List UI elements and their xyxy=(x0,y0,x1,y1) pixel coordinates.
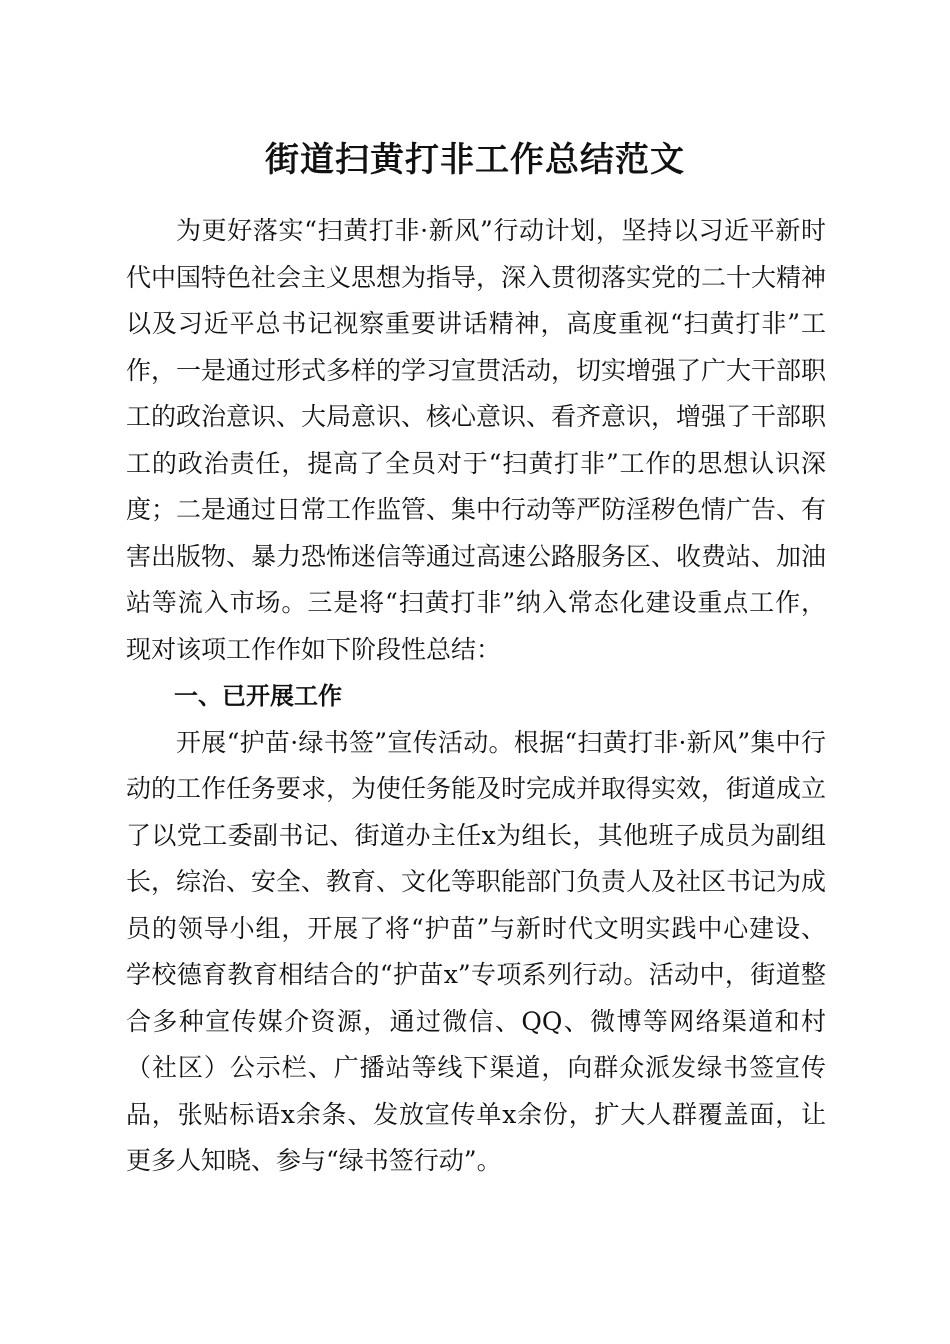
section-heading: 一、已开展工作 xyxy=(174,682,342,710)
document-body xyxy=(126,208,826,1185)
intro-paragraph: 为更好落实“扫黄打非·新风”行动计划，坚持以习近平新时代中国特色社会主义思想为指导，深入贯彻落实党的二十大精神以及习近平总书记视察重要讲话精神，高度重视“扫黄打非”工作，一是通过形式多样的学习宣贯活动，切实增强了广大干部职工的政治意识、大局意识、核心意识、看齐意识，增强了干部职工的政治责任，提高了全员对于“扫黄打非”工作的思想认识深度；二是通过日常工作监管、集中行动等严防淫秽色情广告、有害出版物、暴力恐怖迷信等通过高速公路服务区、收费站、加油站等流入市场。三是将“扫黄打非”纳入常态化建设重点工作，现对该项工作作如下阶段性总结： xyxy=(126,216,827,664)
document-title: 街道扫黄打非工作总结范文 xyxy=(265,140,685,180)
section-paragraph: 开展“护苗·绿书签”宣传活动。根据“扫黄打非·新风”集中行动的工作任务要求，为使任务能及时完成并取得实效，街道成立了以党工委副书记、街道办主任x为组长，其他班子成员为副组长，综治、安全、教育、文化等职能部门负责人及社区书记为成员的领导小组，开展了将“护苗”与新时代文明实践中心建设、学校德育教育相结合的“护苗x”专项系列行动。活动中，街道整合多种宣传媒介资源，通过微信、QQ、微博等网络渠道和村（社区）公示栏、广播站等线下渠道，向群众派发绿书签宣传品，张贴标语x余条、发放宣传单x余份，扩大人群覆盖面，让更多人知晓、参与“绿书签行动”。 xyxy=(126,727,827,1175)
